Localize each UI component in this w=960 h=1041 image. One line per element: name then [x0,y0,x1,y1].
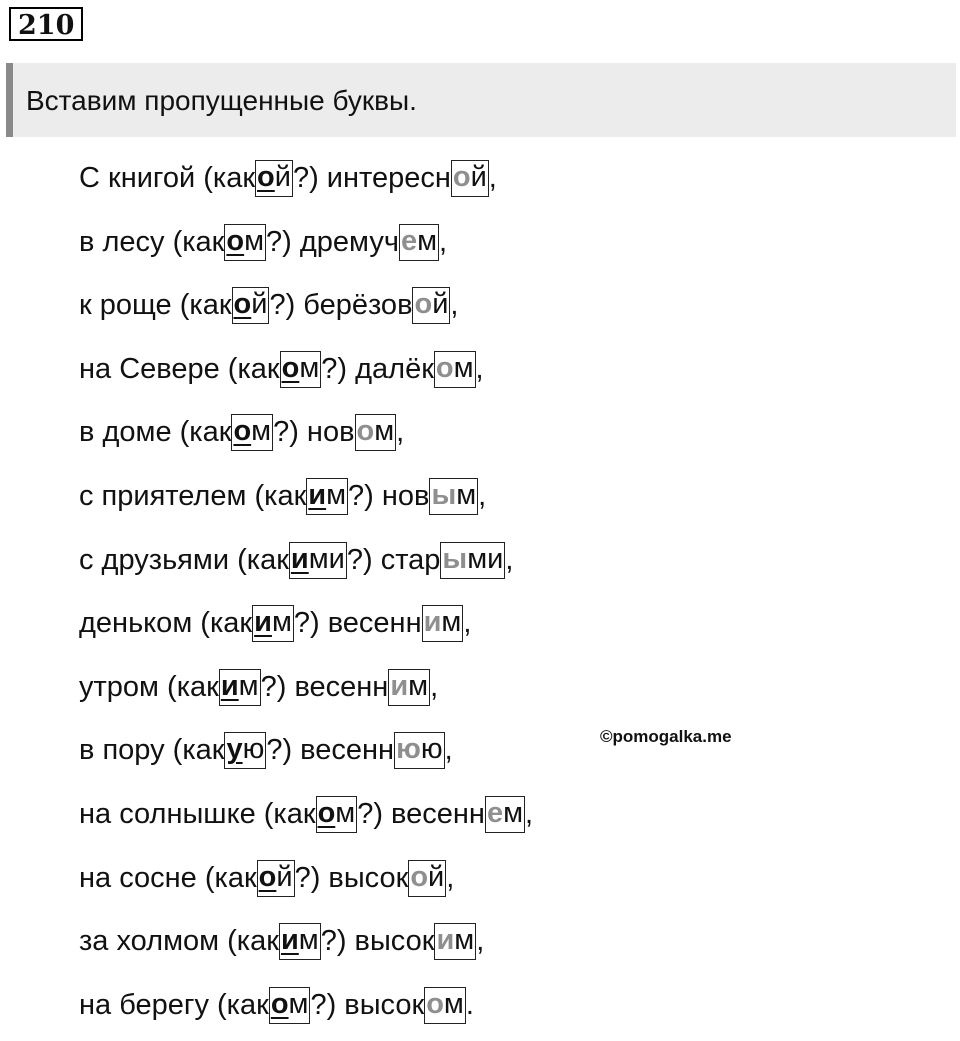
answer-line: в пору (какую?) весеннюю, [79,723,533,787]
ending-box: ую [224,732,266,769]
answer-line: на берегу (каком?) высоком. [79,978,533,1041]
answer-line: с приятелем (каким?) новым, [79,469,533,533]
watermark: ©pomogalka.me [600,727,732,746]
ending-box: им [422,605,464,642]
ending-box: ой [232,287,270,324]
ending-box: им [252,605,294,642]
ending-box: ем [399,224,439,261]
ending-box: ом [231,414,273,451]
ending-box: им [219,669,261,706]
ending-box: юю [394,732,445,769]
answer-line: на сосне (какой?) высокой, [79,851,533,915]
ending-box: ом [316,796,358,833]
ending-box: ыми [440,542,505,579]
ending-box: ой [408,860,446,897]
ending-box: им [279,923,321,960]
answer-line: за холмом (каким?) высоким, [79,914,533,978]
ending-box: им [388,669,430,706]
ending-box: ой [255,160,293,197]
answer-line: на Севере (каком?) далёком, [79,342,533,406]
ending-box: ом [269,987,311,1024]
ending-box: им [434,923,476,960]
ending-box: ом [224,224,266,261]
task-instruction: Вставим пропущенные буквы. [6,63,956,137]
answer-line: С книгой (какой?) интересной, [79,151,533,215]
answer-line: деньком (каким?) весенним, [79,596,533,660]
ending-box: ым [429,478,478,515]
ending-box: ом [355,414,397,451]
answer-line: с друзьями (какими?) старыми, [79,533,533,597]
ending-box: ой [412,287,450,324]
answer-line: утром (каким?) весенним, [79,660,533,724]
ending-box: ом [434,351,476,388]
ending-box: ом [424,987,466,1024]
answer-line: к роще (какой?) берёзовой, [79,278,533,342]
ending-box: ом [280,351,322,388]
ending-box: им [306,478,348,515]
answer-line: в доме (каком?) новом, [79,405,533,469]
ending-box: ем [485,796,525,833]
exercise-number: 210 [9,7,83,41]
ending-box: ой [257,860,295,897]
ending-box: ой [451,160,489,197]
answer-lines [79,151,533,1041]
answer-line: на солнышке (каком?) весеннем, [79,787,533,851]
answer-line: в лесу (каком?) дремучем, [79,215,533,279]
ending-box: ими [289,542,347,579]
